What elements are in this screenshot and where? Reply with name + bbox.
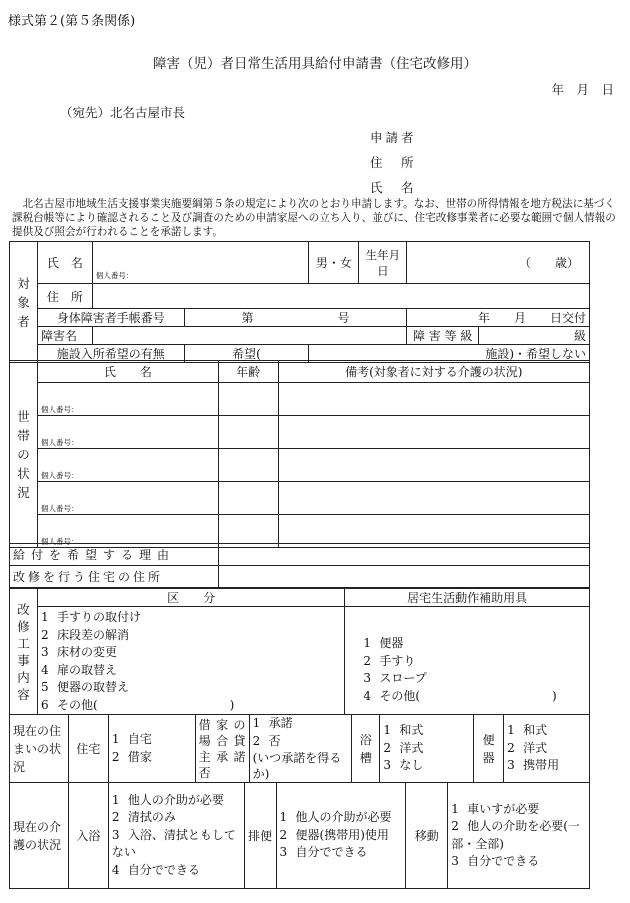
mobility-options: [448, 783, 590, 889]
name-label: 氏 名: [37, 242, 92, 284]
household-age-field[interactable]: [218, 383, 278, 416]
subject-table: [9, 241, 590, 363]
address-label: 住 所: [37, 284, 92, 309]
birth-date-field[interactable]: [407, 242, 590, 284]
aid-option[interactable]: 3 スロープ: [363, 671, 427, 685]
bath-option[interactable]: 2 洋式: [383, 740, 424, 755]
reason-field[interactable]: [218, 544, 589, 566]
rental-label: 借家の場合貸主承諾否: [195, 715, 249, 783]
excretion-option[interactable]: 2 便器(携帯用)使用: [279, 827, 389, 842]
category-option[interactable]: 2 床段差の解消: [40, 627, 129, 642]
reason-label: 給付を希望する理由: [10, 544, 219, 566]
toilet-label: 便器: [474, 715, 504, 783]
personal-number-label: 個人番号：: [40, 405, 79, 414]
issue-date-field[interactable]: 年 月 日交付: [407, 309, 590, 327]
care-label: 現在の介護の状況: [10, 783, 69, 889]
toilet-option[interactable]: 3 携帯用: [507, 758, 560, 773]
facility-hope[interactable]: 希望(: [184, 345, 309, 363]
consent-note: (いつ承諾を得るか): [252, 751, 342, 781]
bath-option[interactable]: 1 和式: [383, 723, 424, 738]
house-option[interactable]: 2 借家: [111, 749, 152, 764]
addressee: （宛先）北名古屋市長: [60, 105, 186, 120]
household-remarks-field[interactable]: [278, 449, 589, 482]
aid-option[interactable]: 4 その他( ): [363, 688, 557, 703]
subject-section-label: 対象者: [10, 242, 38, 363]
personal-number-label: 個人番号：: [40, 471, 79, 480]
household-remarks-field[interactable]: [278, 383, 589, 416]
household-age-field[interactable]: [218, 449, 278, 482]
household-table: [9, 360, 590, 548]
application-date: 年 月 日: [551, 82, 614, 97]
household-section-label: 世帯の状況: [10, 361, 38, 548]
age-field: （ 歳）: [518, 256, 579, 270]
gender-selector[interactable]: 男・女: [309, 242, 359, 284]
household-name-field[interactable]: [37, 416, 218, 449]
category-option[interactable]: 3 床材の変更: [40, 645, 117, 659]
house-options: [108, 715, 195, 783]
category-option[interactable]: 4 扉の取替え: [40, 662, 117, 677]
mobility-option[interactable]: 1 車いすが必要: [451, 801, 540, 816]
household-name-field[interactable]: [37, 449, 218, 482]
applicant-name-label: 氏 名: [370, 180, 417, 195]
form-number: 様式第２(第５条関係): [8, 14, 136, 29]
disability-label: 障害名: [37, 327, 92, 345]
applicant-label: 申請者: [370, 130, 417, 145]
consent-option[interactable]: 1 承諾: [252, 716, 293, 730]
living-table: [9, 714, 590, 783]
household-age-field[interactable]: [218, 416, 278, 449]
aid-option[interactable]: 1 便器: [363, 636, 404, 650]
reason-table: [9, 543, 590, 588]
birth-date-label: 生年月日: [359, 242, 407, 284]
mobility-option[interactable]: 3 自分でできる: [451, 854, 540, 868]
excretion-options: [276, 783, 406, 889]
care-table: [9, 782, 590, 889]
excretion-option[interactable]: 1 他人の介助が必要: [279, 810, 392, 825]
personal-number-label: 個人番号：: [40, 438, 79, 447]
household-age-header: 年齢: [218, 361, 278, 383]
living-label: 現在の住まいの状況: [10, 715, 69, 783]
renovation-table: [9, 588, 590, 715]
grade-field[interactable]: 級: [479, 327, 590, 345]
toilet-option[interactable]: 2 洋式: [507, 740, 548, 755]
personal-number-label: 個人番号：: [95, 271, 134, 280]
household-remarks-header: 備考(対象者に対する介護の状況): [278, 361, 589, 383]
aid-list: [345, 607, 590, 715]
name-field[interactable]: [92, 242, 309, 284]
consent-statement: 北名古屋市地域生活支援事業実施要綱第５条の規定により次のとおり申請します。なお、世帯の所得情報を地方税法に基づく課税台帳等により確認されること及び調査のための申請家屋への立ち入り、並びに、住宅改修事業者に必要な範囲で個人情報の提供及び照会が行われることを承諾します。: [12, 198, 616, 238]
bathing-option[interactable]: 4 自分でできる: [111, 862, 200, 877]
toilet-option[interactable]: 1 和式: [507, 723, 548, 738]
household-age-field[interactable]: [218, 482, 278, 515]
house-label: 住宅: [68, 715, 108, 783]
category-option[interactable]: 1 手すりの取付け: [40, 610, 141, 624]
excretion-option[interactable]: 3 自分でできる: [279, 845, 368, 860]
household-name-field[interactable]: [37, 383, 218, 416]
toilet-options: [504, 715, 590, 783]
bathing-label: 入浴: [68, 783, 108, 889]
handbook-label: 身体障害者手帳番号: [37, 309, 184, 327]
household-name-field[interactable]: [37, 482, 218, 515]
aid-header: 居宅生活動作補助用具: [345, 589, 590, 607]
mobility-option[interactable]: 2 他人の介助を必要(一部・全部): [451, 819, 580, 851]
grade-label: 障 害 等 級: [407, 327, 479, 345]
household-name-header: 氏 名: [37, 361, 218, 383]
personal-number-label: 個人番号：: [40, 504, 79, 513]
renovation-section-label: 改修工事内容: [10, 589, 38, 715]
bath-option[interactable]: 3 なし: [383, 758, 424, 773]
bath-options: [380, 715, 474, 783]
facility-label: 施設入所希望の有無: [37, 345, 184, 363]
household-remarks-field[interactable]: [278, 416, 589, 449]
category-option[interactable]: 6 その他( ): [40, 697, 235, 712]
category-list: [37, 607, 344, 715]
household-remarks-field[interactable]: [278, 482, 589, 515]
bathing-options: [108, 783, 244, 889]
consent-options: [249, 715, 352, 783]
bathing-option[interactable]: 1 他人の介助が必要: [111, 792, 224, 807]
applicant-address-label: 住 所: [370, 155, 417, 170]
handbook-number-field[interactable]: 第 号: [184, 309, 407, 327]
renovation-address-field[interactable]: [218, 566, 589, 588]
facility-choice[interactable]: 施設)・希望しない: [309, 345, 590, 363]
excretion-label: 排便: [244, 783, 276, 889]
personal-number-label: 個人番号：: [40, 537, 79, 546]
house-option[interactable]: 1 自宅: [111, 732, 152, 746]
bath-label: 浴槽: [352, 715, 380, 783]
renovation-address-label: 改修を行う住宅の住所: [10, 566, 219, 588]
consent-option[interactable]: 2 否: [252, 733, 281, 748]
bathing-option[interactable]: 3 入浴、清拭ともしてない: [111, 827, 236, 860]
address-field[interactable]: [92, 284, 589, 309]
bathing-option[interactable]: 2 清拭のみ: [111, 810, 176, 825]
category-option[interactable]: 5 便器の取替え: [40, 680, 129, 694]
disability-field[interactable]: [92, 327, 406, 345]
category-header: 区 分: [37, 589, 344, 607]
mobility-label: 移動: [406, 783, 448, 889]
form-title: 障害（児）者日常生活用具給付申請書（住宅改修用）: [153, 56, 477, 72]
aid-option[interactable]: 2 手すり: [363, 653, 416, 668]
